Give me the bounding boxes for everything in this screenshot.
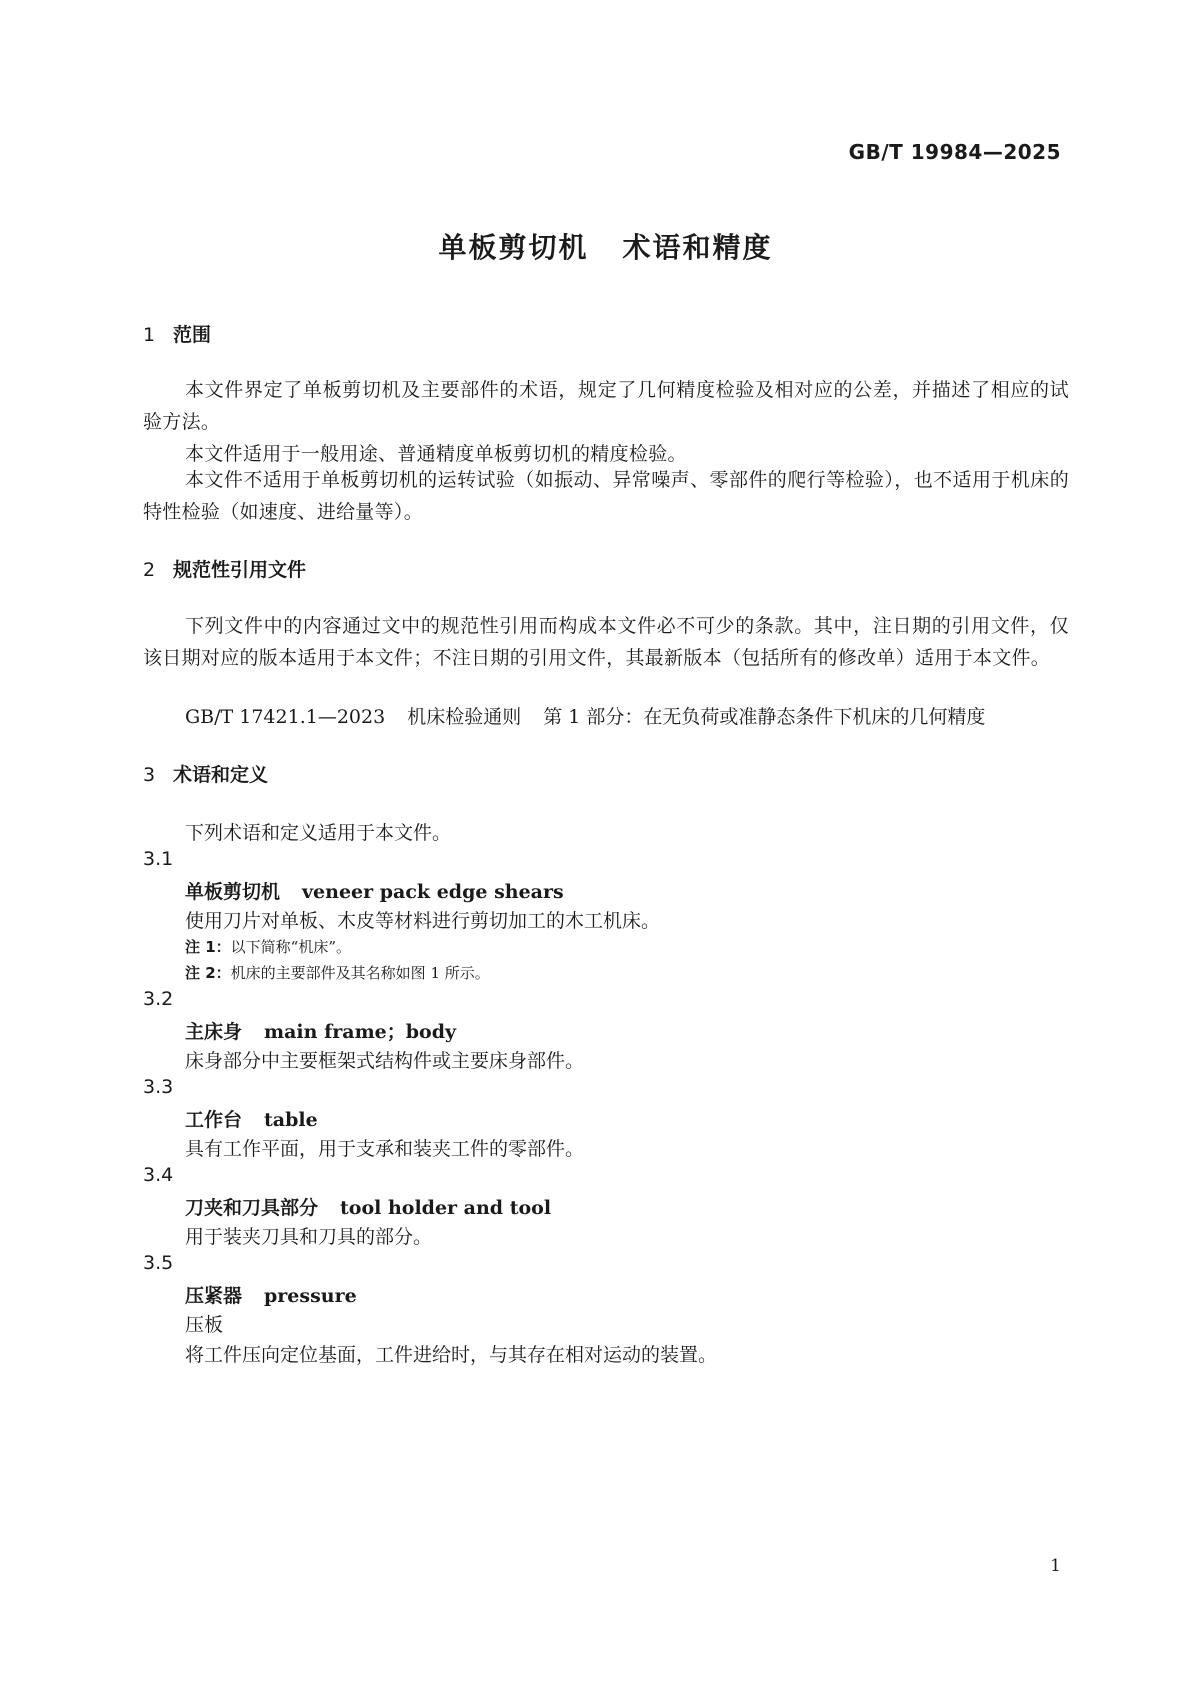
standard-code: GB/T 19984—2025: [848, 140, 1061, 164]
note-label: 注 1：: [185, 938, 231, 956]
term-heading: [185, 1105, 318, 1132]
term-zh: 压紧器: [185, 1285, 243, 1307]
term-number: 3.2: [143, 988, 174, 1010]
note-text: 机床的主要部件及其名称如图 1 所示。: [230, 964, 490, 982]
term-en: pressure: [264, 1285, 357, 1307]
term-note-1: [185, 936, 351, 957]
term-definition: 具有工作平面，用于支承和装夹工件的零部件。: [185, 1138, 585, 1160]
term-note-2: [185, 962, 490, 983]
term-number: 3.3: [143, 1076, 174, 1098]
reference-title: 机床检验通则: [407, 706, 522, 728]
term-zh: 主床身: [185, 1021, 243, 1043]
term-zh: 工作台: [185, 1109, 243, 1131]
reference-code: GB/T 17421.1—2023: [185, 706, 386, 728]
title-part-2: 术语和精度: [622, 231, 773, 264]
term-number: 3.4: [143, 1164, 174, 1186]
scope-paragraph-2: 本文件适用于一般用途、普通精度单板剪切机的精度检验。: [185, 443, 687, 465]
term-heading: [185, 1281, 357, 1308]
section-number: 3: [143, 764, 156, 786]
section-number: 2: [143, 559, 156, 581]
page-number: 1: [1050, 1556, 1061, 1576]
term-zh: 单板剪切机: [185, 881, 281, 903]
reference-part: 第 1 部分：在无负荷或准静态条件下机床的几何精度: [543, 706, 986, 728]
term-number: 3.5: [143, 1252, 174, 1274]
term-heading: [185, 877, 564, 904]
terms-intro: 下列术语和定义适用于本文件。: [185, 822, 452, 844]
term-number: 3.1: [143, 848, 174, 870]
term-heading: [185, 1017, 456, 1044]
title-part-1: 单板剪切机: [438, 231, 589, 264]
term-definition: 将工件压向定位基面，工件进给时，与其存在相对运动的装置。: [185, 1344, 718, 1366]
term-en: main frame；body: [264, 1021, 457, 1043]
document-title: [0, 226, 1191, 266]
note-text: 以下简称“机床”。: [230, 938, 352, 956]
section-1-heading: [143, 320, 211, 347]
scope-paragraph-3: 本文件不适用于单板剪切机的运转试验（如振动、异常噪声、零部件的爬行等检验），也不适用于机床的特性检验（如速度、进给量等）。: [143, 469, 1069, 523]
section-number: 1: [143, 324, 156, 346]
term-definition: 床身部分中主要框架式结构件或主要床身部件。: [185, 1050, 585, 1072]
section-title: 范围: [173, 324, 212, 346]
note-label: 注 2：: [185, 964, 231, 982]
term-zh: 刀夹和刀具部分: [185, 1197, 319, 1219]
references-paragraph: 下列文件中的内容通过文中的规范性引用而构成本文件必不可少的条款。其中，注日期的引用文件，仅该日期对应的版本适用于本文件；不注日期的引用文件，其最新版本（包括所有的修改单）适用于本文件。: [143, 615, 1069, 669]
reference-entry: [185, 702, 985, 729]
term-definition: 使用刀片对单板、木皮等材料进行剪切加工的木工机床。: [185, 910, 661, 932]
term-en: veneer pack edge shears: [302, 881, 564, 903]
term-admitted: 压板: [185, 1314, 224, 1336]
section-title: 术语和定义: [173, 764, 269, 786]
scope-paragraph-1: 本文件界定了单板剪切机及主要部件的术语，规定了几何精度检验及相对应的公差，并描述了相应的试验方法。: [143, 379, 1069, 433]
term-heading: [185, 1193, 551, 1220]
section-2-heading: [143, 555, 306, 582]
term-en: table: [264, 1109, 318, 1131]
term-definition: 用于装夹刀具和刀具的部分。: [185, 1226, 433, 1248]
section-3-heading: [143, 760, 268, 787]
section-title: 规范性引用文件: [173, 559, 307, 581]
term-en: tool holder and tool: [340, 1197, 552, 1219]
